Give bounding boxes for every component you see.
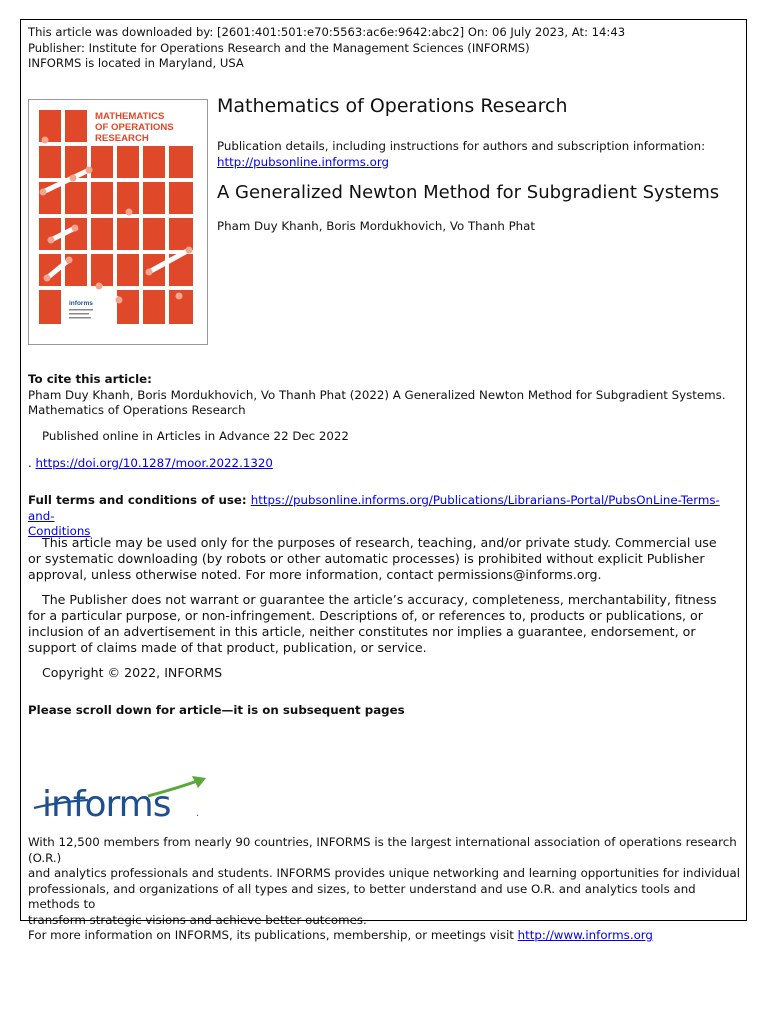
download-header <box>28 25 625 72</box>
warranty-line-3: inclusion of an advertisement in this article, neither constitutes nor implies a guarantee, endorsement, or <box>28 624 696 639</box>
about-line-4: transform strategic visions and achieve better outcomes. <box>28 912 367 927</box>
article-authors: Pham Duy Khanh, Boris Mordukhovich, Vo Thanh Phat <box>217 219 536 233</box>
publication-details <box>217 139 705 170</box>
warranty-line-1: The Publisher does not warrant or guarantee the article’s accuracy, completeness, merchantability, fitness <box>42 592 717 607</box>
scroll-note: Please scroll down for article—it is on subsequent pages <box>28 703 405 717</box>
publisher-location: INFORMS is located in Maryland, USA <box>28 56 244 70</box>
about-informs <box>28 835 744 944</box>
usage-line-1: This article may be used only for the purposes of research, teaching, and/or private study. Commercial use <box>42 535 717 550</box>
copyright: Copyright © 2022, INFORMS <box>42 665 223 680</box>
logo-mark: . <box>196 808 200 819</box>
download-info: This article was downloaded by: [2601:401:501:e70:5563:ac6e:9642:abc2] On: 06 July 2023, At: 14:43 <box>28 25 626 39</box>
doi-line <box>28 456 273 472</box>
usage-line-3: approval, unless otherwise noted. For more information, contact permissions@informs.org. <box>28 567 602 582</box>
about-line-5: For more information on INFORMS, its publications, membership, or meetings visit <box>28 928 518 942</box>
warranty-paragraph <box>28 592 740 656</box>
terms-label: Full terms and conditions of use: <box>28 493 251 507</box>
doi-link[interactable]: https://doi.org/10.1287/moor.2022.1320 <box>35 456 273 470</box>
terms-link[interactable]: https://pubsonline.informs.org/Publications/Librarians-Portal/PubsOnLine-Terms-and- <box>28 493 720 523</box>
about-line-2: and analytics professionals and students. INFORMS provides unique networking and learning opportunities for individual <box>28 866 740 880</box>
usage-line-2: or systematic downloading (by robots or other automatic processes) is prohibited without explicit Publisher <box>28 551 705 566</box>
informs-website-link[interactable]: http://www.informs.org <box>517 928 653 942</box>
warranty-line-2: for a particular purpose, or non-infringement. Descriptions of, or references to, products or publications, or <box>28 608 703 623</box>
terms-link-continued[interactable]: Conditions <box>28 524 91 538</box>
citation-line-1: Pham Duy Khanh, Boris Mordukhovich, Vo Thanh Phat (2022) A Generalized Newton Method for Subgradient Systems. <box>28 387 726 402</box>
cover-title-line-2: OF OPERATIONS <box>95 122 174 133</box>
cover-title-line-1: MATHEMATICS <box>95 111 165 122</box>
citation-block <box>28 372 726 419</box>
terms-block <box>28 493 744 540</box>
logo-text: informs <box>42 784 171 825</box>
warranty-line-4: support of claims made of that product, publication, or service. <box>28 640 427 655</box>
journal-url-link[interactable]: http://pubsonline.informs.org <box>217 154 389 169</box>
journal-title: Mathematics of Operations Research <box>217 95 568 117</box>
publication-details-text: Publication details, including instructions for authors and subscription information: <box>217 139 706 153</box>
doi-prefix: . <box>28 456 36 470</box>
article-title: A Generalized Newton Method for Subgradient Systems <box>217 182 720 203</box>
citation-line-2: Mathematics of Operations Research <box>28 403 246 417</box>
cover-brand: informs <box>69 300 93 307</box>
journal-cover-image <box>28 99 208 345</box>
citation-label: To cite this article: <box>28 372 152 386</box>
about-line-1: With 12,500 members from nearly 90 countries, INFORMS is the largest international association of operations research (O.R.) <box>28 835 737 865</box>
cover-art <box>29 100 207 344</box>
publisher-info: Publisher: Institute for Operations Research and the Management Sciences (INFORMS) <box>28 40 530 55</box>
about-line-3: professionals, and organizations of all types and sizes, to better understand and use O.R. and analytics tools and methods to <box>28 881 696 911</box>
usage-paragraph <box>28 535 740 583</box>
cover-title-line-3: RESEARCH <box>95 133 149 144</box>
cover-page-frame <box>20 19 747 942</box>
informs-logo <box>28 774 208 826</box>
published-date: Published online in Articles in Advance 22 Dec 2022 <box>42 429 349 443</box>
